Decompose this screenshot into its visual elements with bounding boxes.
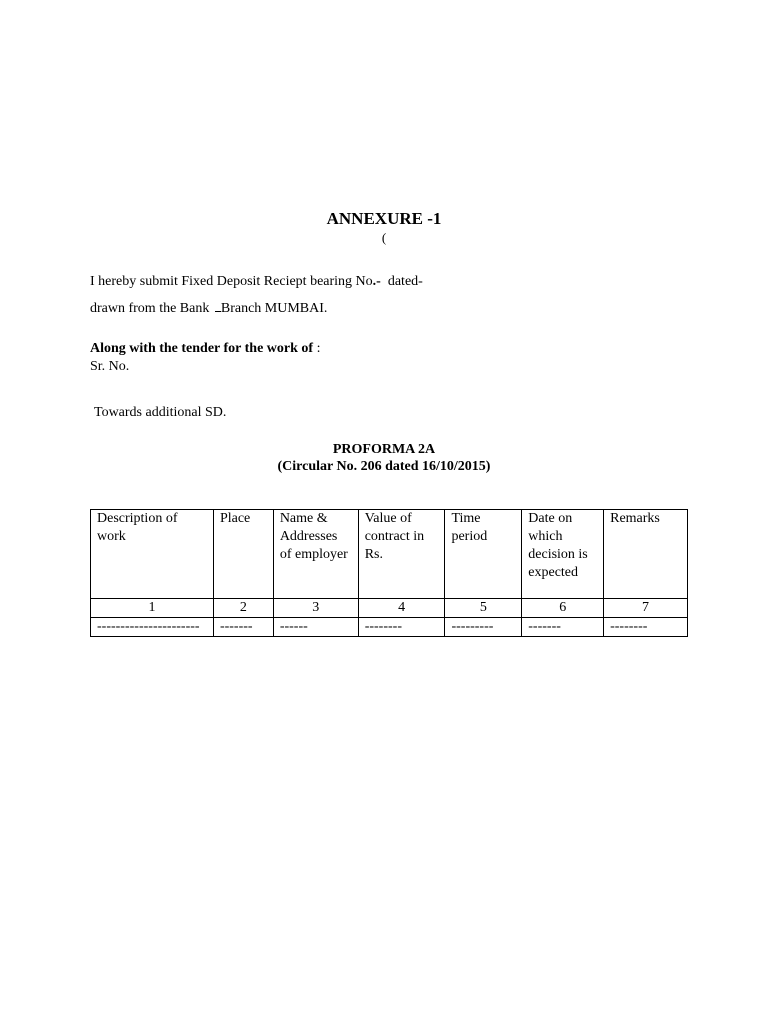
tender-work-label: Along with the tender for the work of [90, 341, 317, 356]
table-row [91, 618, 688, 637]
header-decision-date: Date on which decision is expected [522, 510, 604, 599]
additional-sd-line: Towards additional SD. [94, 405, 227, 420]
fd-dated-text: dated- [380, 274, 423, 289]
column-number: 5 [445, 599, 522, 618]
tender-work-line [90, 341, 320, 357]
proforma-circular: (Circular No. 206 dated 16/10/2015) [277, 459, 491, 474]
table-number-row [91, 599, 688, 618]
annexure-title: ANNEXURE -1 [326, 209, 442, 228]
fixed-deposit-statement [90, 274, 423, 290]
table-cell: -------- [358, 618, 445, 637]
table-header-row [91, 510, 688, 599]
column-number: 6 [522, 599, 604, 618]
fd-statement-text: I hereby submit Fixed Deposit Reciept bearing No [90, 274, 373, 289]
proforma-title: PROFORMA 2A [332, 442, 436, 457]
header-time-period: Time period [445, 510, 522, 599]
table-cell: --------- [445, 618, 522, 637]
table-cell: ------- [522, 618, 604, 637]
header-description: Description of work [91, 510, 214, 599]
table-cell: ------- [213, 618, 273, 637]
serial-number-line: Sr. No. [90, 359, 130, 374]
fd-number-marker: .- [372, 274, 381, 289]
table-cell: -------- [604, 618, 688, 637]
header-contract-value: Value of contract in Rs. [358, 510, 445, 599]
tender-work-colon: : [316, 341, 321, 356]
proforma-table [90, 509, 688, 637]
annexure-subtitle-paren: ( [381, 230, 387, 245]
table-cell: ---------------------- [91, 618, 214, 637]
column-number: 4 [358, 599, 445, 618]
table-cell: ------ [273, 618, 358, 637]
header-employer: Name & Addresses of employer [273, 510, 358, 599]
header-place: Place [213, 510, 273, 599]
column-number: 3 [273, 599, 358, 618]
bank-branch-line [90, 299, 327, 317]
bank-drawn-text: drawn from the Bank [90, 301, 213, 316]
branch-text: Branch MUMBAI. [220, 301, 328, 316]
column-number: 7 [604, 599, 688, 618]
column-number: 1 [91, 599, 214, 618]
column-number: 2 [213, 599, 273, 618]
header-remarks: Remarks [604, 510, 688, 599]
